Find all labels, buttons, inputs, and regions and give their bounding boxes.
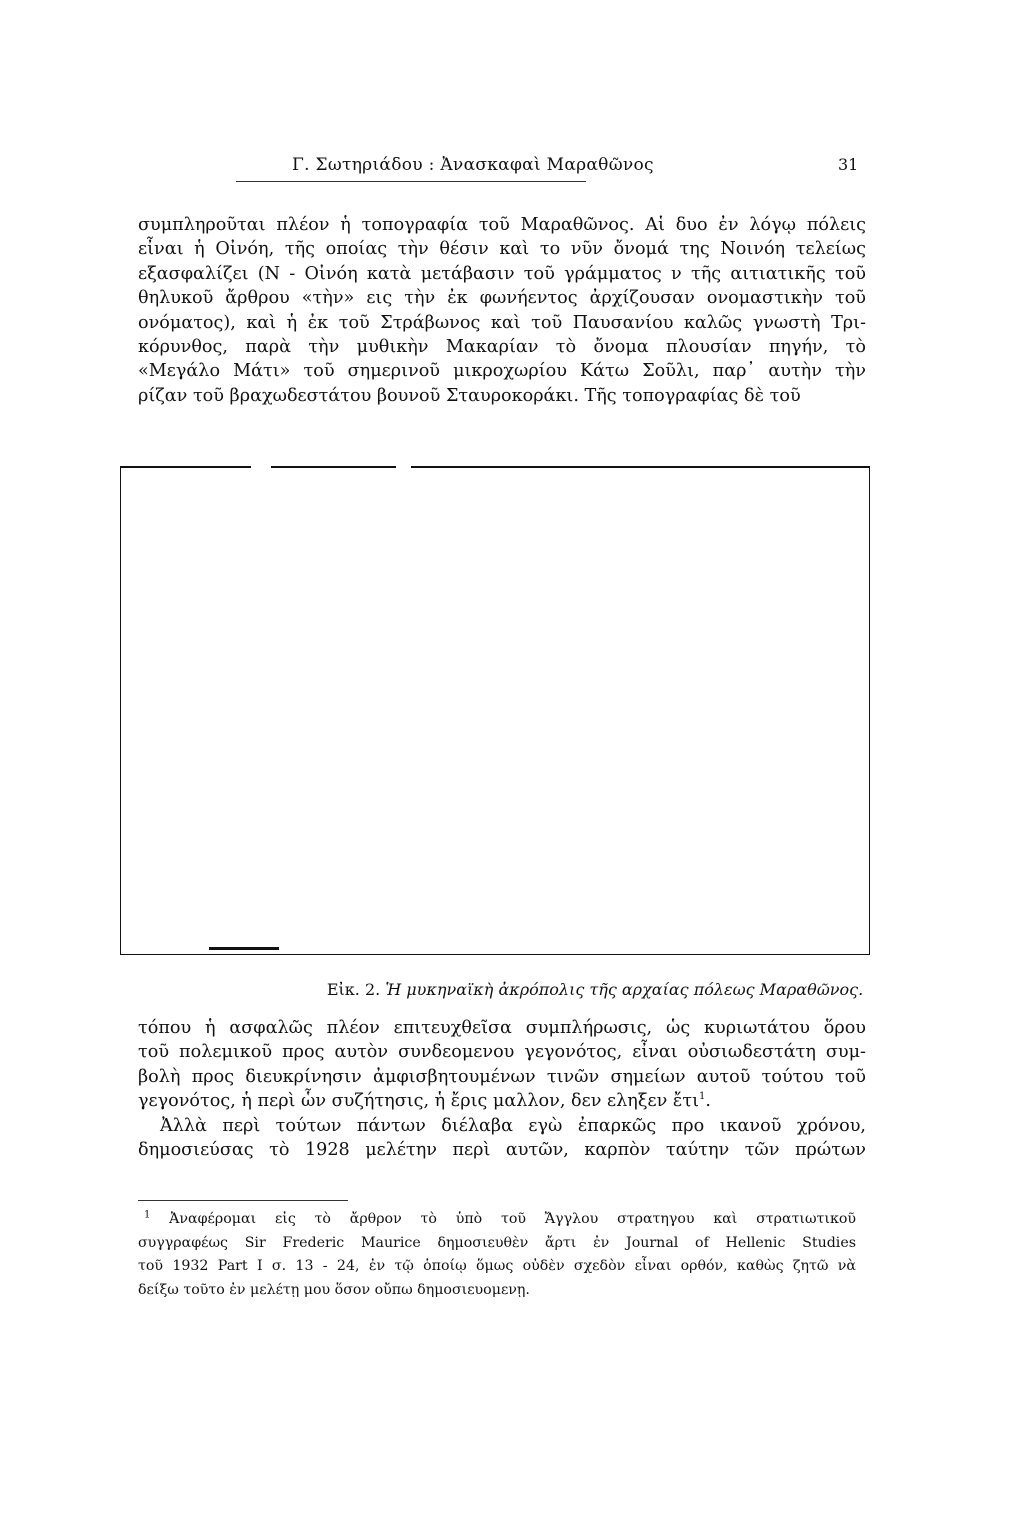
figure-border-segment xyxy=(271,466,396,468)
text-line: «Μεγάλο Μάτι» τοῦ σημερινοῦ μικροχωρίου Κάτω Σοῦλι, παρ᾽ αυτὴν τὴν xyxy=(138,361,866,382)
footnote-line xyxy=(138,1208,856,1232)
figure-border-segment xyxy=(411,466,869,468)
footnote-line: συγγραφέως Sir Frederic Maurice δημοσιευθὲν ἄρτι ἐν Journal of Hellenic Studies xyxy=(138,1234,856,1251)
text-line: ονόματος), καὶ ἡ ἐκ τοῦ Στράβωνος καὶ τοῦ Παυσανίου καλῶς γνωστὴ Τρι- xyxy=(138,312,866,333)
footnote-line: τοῦ 1932 Part I σ. 13 - 24, ἐν τῷ ὁποίῳ ὅμως οὐδὲν σχεδὸν εἶναι ορθόν, καθὼς ζητῶ νὰ xyxy=(138,1258,856,1274)
figure-caption-label: Εἰκ. 2. xyxy=(326,980,381,999)
text-line: θηλυκοῦ ἄρθρου «τὴν» εις τὴν ἐκ φωνήεντος ἀρχίζουσαν ονομαστικὴν τοῦ xyxy=(138,288,866,309)
text-line: ρίζαν τοῦ βραχωδεστάτου βουνοῦ Σταυροκοράκι. Τῆς τοπογραφίας δὲ τοῦ xyxy=(138,385,801,406)
page-number: 31 xyxy=(838,155,859,174)
footnote-reference[interactable]: 1 xyxy=(699,1091,706,1103)
figure-caption-text: Ἡ μυκηναϊκὴ ἀκρόπολις τῆς αρχαίας πόλεως Μαραθῶνος. xyxy=(385,980,864,999)
paragraph-3 xyxy=(138,1114,866,1163)
text-line: κόρυνθος, παρὰ τὴν μυθικὴν Μακαρίαν τὸ ὄνομα πλουσίαν πηγήν, τὸ xyxy=(138,337,866,358)
text-line: Ἀλλὰ περὶ τούτων πάντων διέλαβα εγὼ ἐπαρκῶς προ ικανοῦ χρόνου, xyxy=(160,1116,866,1136)
text-line: συμπληροῦται πλέον ἡ τοπογραφία τοῦ Μαραθῶνος. Αἱ δυο ἐν λόγῳ πόλεις xyxy=(138,215,866,235)
text-line: τοῦ πολεμικοῦ προς αυτὸν συνδεομενου γεγονότος, εἶναι οὐσιωδεστάτη συμ- xyxy=(138,1042,866,1063)
figure-border-segment xyxy=(121,466,251,468)
figure-image xyxy=(120,466,870,955)
paragraph-1 xyxy=(138,213,866,408)
text-line: βολὴ προς διευκρίνησιν ἀμφισβητουμένων τινῶν σημείων αυτοῦ τούτου τοῦ xyxy=(138,1066,866,1087)
scale-bar xyxy=(209,947,279,950)
paragraph-2 xyxy=(138,1016,866,1114)
text-line: εἶναι ἡ Οἰνόη, τῆς οποίας τὴν θέσιν καὶ το νῦν ὄνομά της Νοινόη τελείως xyxy=(138,239,866,260)
figure-caption xyxy=(0,980,1024,999)
footnotes xyxy=(138,1208,856,1302)
text-line: εξασφαλίζει (Ν - Οἰνόη κατὰ μετάβασιν τοῦ γράμματος ν τῆς αιτιατικῆς τοῦ xyxy=(138,263,866,284)
text-line: γεγονότος, ἡ περὶ ὧν συζήτησις, ἡ ἔρις μαλλον, δεν εληξεν ἔτι$^1$. xyxy=(138,1091,711,1112)
running-header xyxy=(0,150,1024,186)
footnote-line: δείξω τοῦτο ἐν μελέτῃ μου ὅσον οὔπω δημοσιευομενῃ. xyxy=(138,1281,530,1298)
footnote-marker: 1 xyxy=(144,1209,151,1221)
running-header-title: Γ. Σωτηριάδου : Ἀνασκαφαὶ Μαραθῶνος xyxy=(292,155,654,175)
footnote-rule xyxy=(138,1200,348,1201)
text-line-content: γεγονότος, ἡ περὶ ὧν συζήτησις, ἡ ἔρις μαλλον, δεν εληξεν ἔτι xyxy=(138,1091,699,1112)
header-rule xyxy=(236,181,586,182)
text-line: δημοσιεύσας τὸ 1928 μελέτην περὶ αυτῶν, καρπὸν ταύτην τῶν πρώτων xyxy=(138,1140,866,1161)
text-line: τόπου ἡ ασφαλῶς πλέον επιτευχθεῖσα συμπλήρωσις, ὡς κυριωτάτου ὅρου xyxy=(138,1018,866,1038)
footnote-text: Ἀναφέρομαι εἰς τὸ ἄρθρον τὸ ὑπὸ τοῦ Ἄγγλου στρατηγου καὶ στρατιωτικοῦ xyxy=(169,1211,856,1227)
